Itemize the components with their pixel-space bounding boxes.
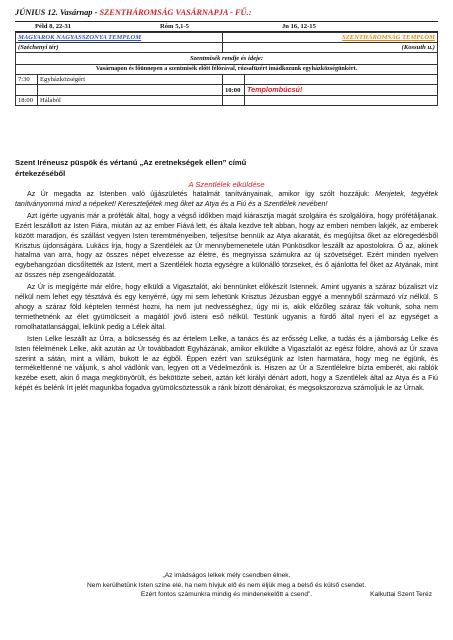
church-right-place-cell <box>223 43 438 53</box>
church-left-name: MAGYAROK NAGYASSZONYA TEMPLOM <box>18 34 142 41</box>
row1-time: 7:30 <box>16 75 38 85</box>
article-title-line2: értekezéséből <box>15 168 66 178</box>
row1-label: Egyházközségért <box>38 75 223 85</box>
row3-time: 18:00 <box>16 96 38 106</box>
paragraph-1-text: Az Úr megadta az Istenben való újjászületés hatalmát tanítványainak, amikor így szólt hozzájuk: <box>27 190 376 198</box>
quote-author: Kalkuttai Szent Teréz <box>370 591 432 599</box>
paragraph-4: Isten Lelke leszállt az Úrra, a bölcsesség és az értelem Lelke, a tanács és az erősség Lelke, a tudás és a jámborság Lelke és Isten félelmének Lelke, akit azután az Úr továbbadott Egyházának, amikor elküldte a Vigasztalót az egész földre, ahová az Úr szava szerint a sátán, mint a villám, bukott le az égből. Éppen ezért van szükségünk az Isten harmatára, hogy meg ne égjünk, és termékeltlenné ne váljunk, s ahol vádlónk van, legyen ott a Védelmezőnk is. Hiszen az Úr a Szentlélekre bízta emberét, aki rablók kezébe esett, akin ő maga megkönyörült, és bekötözte sebeit, aztán két királyi dénárt adott, hogy a Szentlélek által az Atya és a Fiú képét és belénk írt jelét magunkba fogadva gyümölcsöztessük a ránk bízott dénárokat, és megsokszorozva számoljuk le az Úrnak. <box>15 334 438 393</box>
feast-title: SZENTHÁROMSÁG VASÁRNAPJA - FŰ.: <box>99 8 252 17</box>
article-title <box>15 158 438 179</box>
article-body <box>15 190 438 394</box>
paragraph-2: Azt ígérte ugyanis már a próféták által, hogy a végső időkben majd kiárasztja magát szolgáira és szolgálóira, hogy prófétáljanak. Ezért leszállott az Isten Fiára, miután az az ember Fiává lett, és általa kezdve telt abban, hogy az emberi nemben lakjék, az emberek között maradjon, és szállást vegyen Isten teremtményeiben, teljesítse bennük az Atya akaratát, és megújítsa őket az elöregedésből Krisztus újdonságára. Lukács írja, hogy a Szentlélek az Úr mennybemenetele után Pünkösdkor leszállt az apostolokra. Ő az, akinek hatalma van arra, hogy az összes népet elvezesse az életre, és megnyissa számukra az új szövetséget. Ezért minden nyelven egybehangzóan dicsőítették az Istent, mert a Szentlélek hozta egységre a különálló törzseket, és ő ajánlotta fel őket az Atyának, mint az összes nép zsengeáldozatát. <box>15 211 438 280</box>
closing-quote <box>15 571 438 600</box>
bulletin-header <box>15 8 438 106</box>
church-right-name: SZENTHÁROMSÁG TEMPLOM <box>342 34 435 41</box>
reading-second: Róm 5,1-5 <box>160 23 189 30</box>
article-subtitle: A Szentlélek elküldése <box>188 180 265 189</box>
paragraph-1 <box>15 190 438 210</box>
quote-line2: Nem kerülhetünk Isten színe elé, ha nem hívjuk elő és nem éljük meg a belső és külső csendet. <box>87 581 366 589</box>
article <box>15 158 438 394</box>
church-right-cell <box>223 33 438 43</box>
readings-row <box>15 21 438 32</box>
date-day: JÚNIUS 12. Vasárnap - <box>15 8 100 17</box>
schedule-note: Vasárnapon és főünnepen a szentmisék előtt félórával, rózsafüzért imádkozunk egyházközségünkért. <box>16 65 438 75</box>
schedule-heading: Szentmisék rendje és ideje: <box>16 53 438 65</box>
reading-first: Péld 8, 22-31 <box>35 23 72 30</box>
church-left-cell <box>16 33 223 43</box>
church-left-place-cell <box>16 43 223 53</box>
quote-line3: Ezért fontos számunkra mindig és mindenekelőtt a csend”. <box>140 591 313 599</box>
row2-label: Templombúcsú! <box>247 85 303 94</box>
paragraph-3: Az Úr is megígérte már előre, hogy elküldi a Vigasztalót, aki bennünket előkészít Istennek. Amint ugyanis a száraz búzaliszt víz nélkül nem lehet egy tésztává és egy kenyérré, úgy mi sem lehetünk Krisztus Jézusban eggyé a mennyből származó víz nélkül. S ahogy a száraz föld képtelen termést hozni, ha nem jut nedvességhez, úgy mi is, akik előzőleg száraz fák voltunk, soha nem termethetnénk az élet gyümölcseit a magától jövő isteni eső nélkül. Testünk ugyanis a fürdő által nyeri el az egységet a romolhatatlansággal, lelkünk pedig a Lélek által. <box>15 283 438 331</box>
reading-gospel: Jn 16, 12-15 <box>282 23 316 30</box>
church-left-place: (Széchenyi tér) <box>18 44 59 51</box>
row2-time: 10:00 <box>223 85 245 96</box>
article-title-line1: Szent Iréneusz püspök és vértanú „Az eretnekségek ellen” című <box>15 158 247 167</box>
mass-schedule-table <box>15 32 438 106</box>
date-heading <box>15 8 438 21</box>
row3-label: Hálaból <box>38 96 223 106</box>
paragraph-1-quote: Menjetek, tegyétek tanítványommá mind a népeket! Kereszteljétek meg őket az Atya és a Fiú és a Szentlélek nevében! <box>15 190 438 208</box>
church-right-place: (Kossuth u.) <box>401 44 435 51</box>
quote-line1: „Az imádságos lelkek mély csendben élnek. <box>162 572 291 579</box>
